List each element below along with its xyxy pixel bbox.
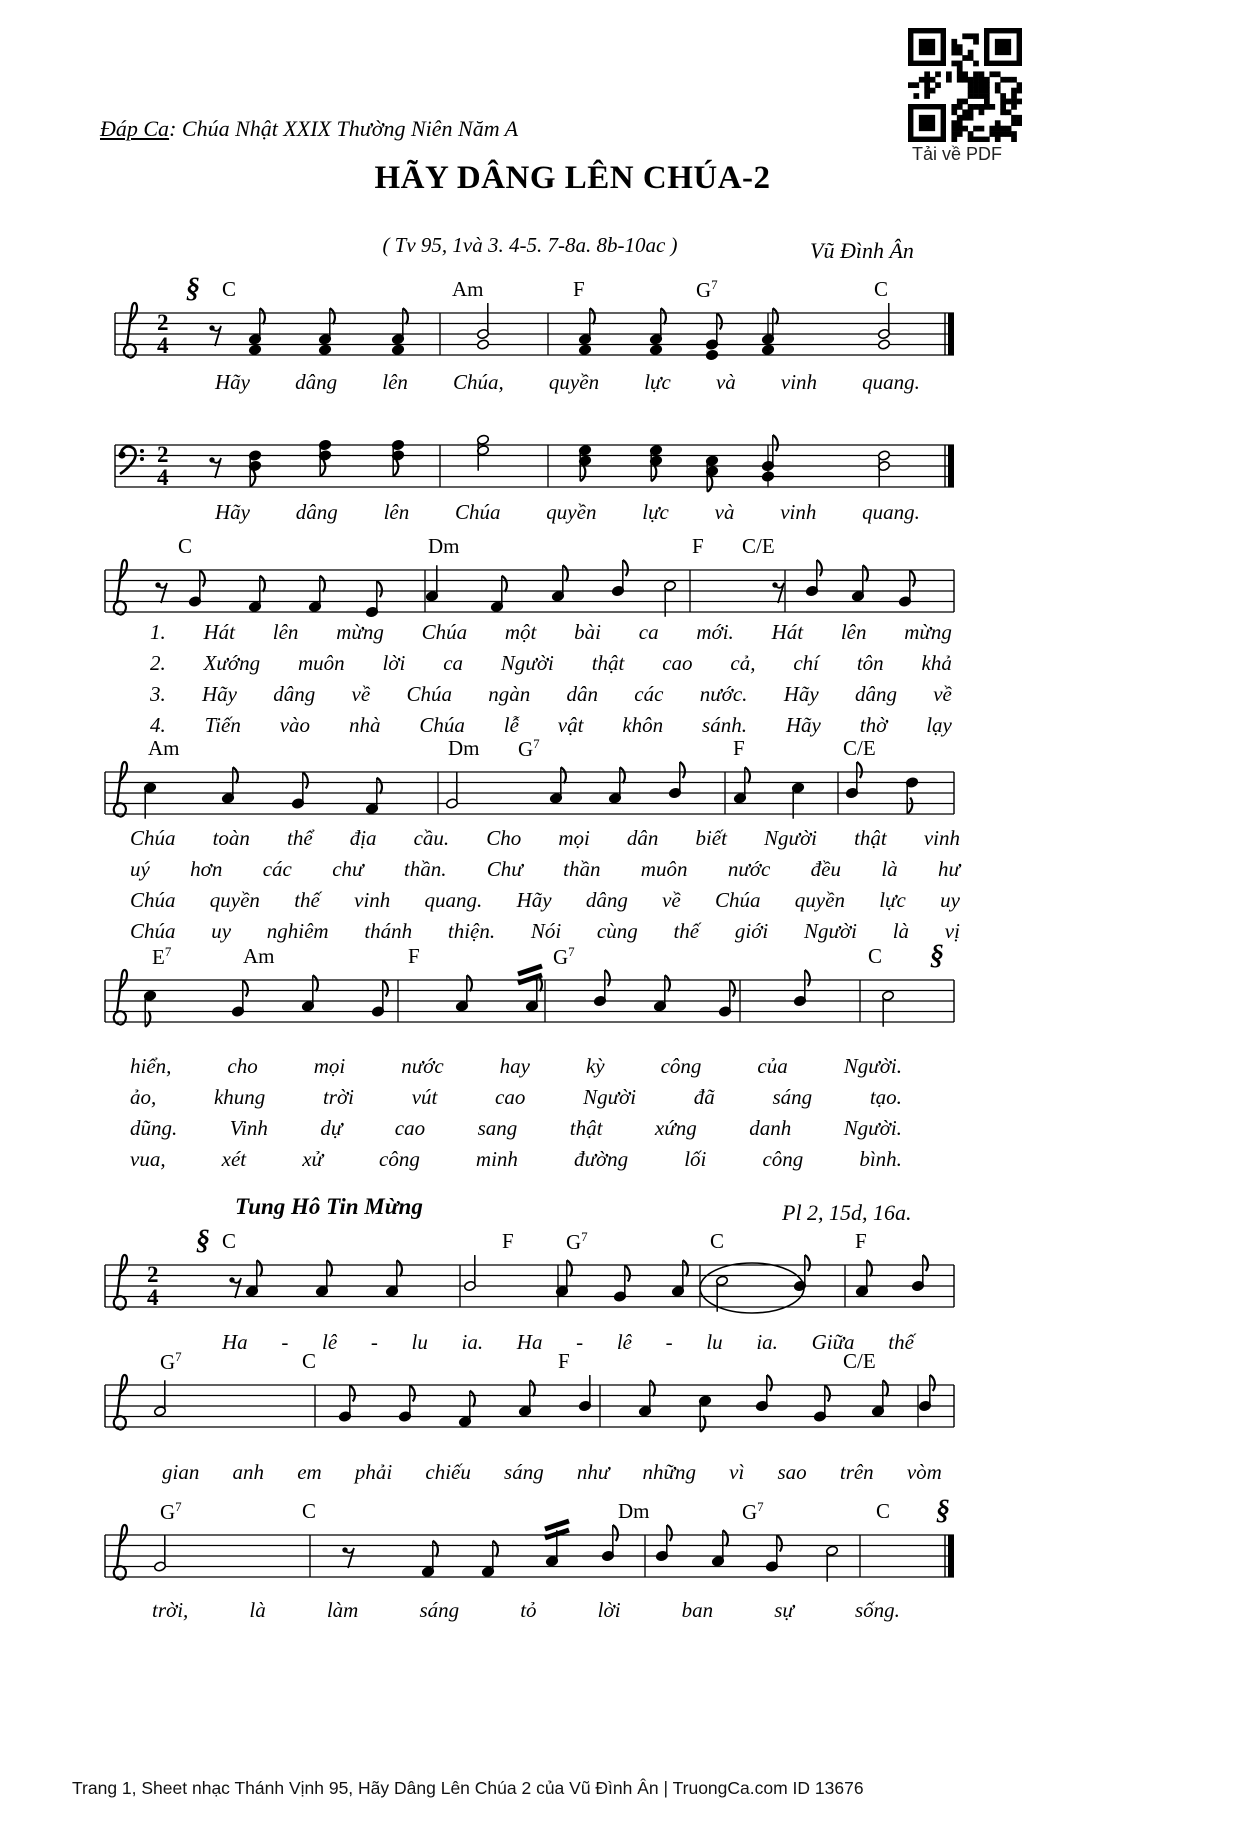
lyrics-line-stanzas-3 (150, 682, 952, 707)
lyric-syllable: nhà (348, 713, 381, 737)
lyric-syllable: ia. (461, 1330, 484, 1354)
chord-symbol: $G^7$ (566, 1229, 588, 1254)
lyric-syllable: Vinh (229, 1116, 268, 1140)
lyric-syllable: quyền (548, 370, 600, 394)
lyric-syllable: thánh (364, 919, 413, 943)
lyric-syllable: dâng (295, 500, 338, 524)
svg-text:2: 2 (147, 1262, 159, 1287)
lyric-syllable: lên (382, 370, 408, 394)
lyric-syllable: hiển, (130, 1054, 172, 1078)
lyric-syllable: sự (774, 1598, 794, 1622)
lyric-syllable: Chúa (130, 888, 176, 912)
lyric-syllable: lời (382, 651, 406, 675)
staff-system-stanzas-2 (105, 762, 954, 819)
lyric-syllable: khôn (622, 713, 664, 737)
treble-clef-icon (124, 303, 137, 358)
lyric-syllable: quyền (794, 888, 845, 912)
chord-symbol: Dm (618, 1499, 650, 1523)
lyric-syllable: Chúa, (453, 370, 504, 394)
song-title: HÃY DÂNG LÊN CHÚA-2 (374, 160, 771, 196)
chord-symbol: C (222, 1229, 237, 1253)
lyric-syllable: Người (500, 651, 554, 675)
lyrics-line-stanzas-2-1 (130, 826, 960, 851)
lyric-syllable: thờ (859, 713, 888, 737)
lyric-syllable: các (634, 682, 664, 706)
chord-symbol: F (692, 534, 704, 558)
lyric-syllable: vì (729, 1460, 745, 1484)
lyric-syllable: dâng (273, 682, 316, 706)
lyric-syllable: cầu. (413, 826, 450, 850)
lyric-syllable: thế (888, 1330, 914, 1354)
lyric-syllable: chư (332, 857, 364, 881)
liturgical-header (100, 116, 518, 142)
page-footer: Trang 1, Sheet nhạc Thánh Vịnh 95, Hãy Dâng Lên Chúa 2 của Vũ Đình Ân | TruongCa.com ID 13676 (72, 1778, 864, 1798)
lyric-syllable: tỏ (520, 1598, 537, 1622)
lyric-syllable: - (576, 1330, 584, 1354)
lyric-syllable: lên (383, 500, 410, 524)
lyric-syllable: và (714, 500, 735, 524)
lyric-syllable: Chúa (455, 500, 501, 524)
lyrics-line-stanzas-3-4 (130, 1147, 902, 1172)
lyric-syllable: Hát (203, 620, 236, 644)
lyric-syllable: minh (475, 1147, 518, 1171)
lyric-syllable: Nói (530, 919, 562, 943)
chord-symbol: Dm (428, 534, 460, 558)
lyric-syllable: vinh (923, 826, 960, 850)
lyric-syllable: thiện. (447, 919, 496, 943)
lyric-syllable: 2. (150, 651, 166, 675)
lyric-syllable: Tiến (204, 713, 241, 737)
lyrics-line-stanzas-2 (150, 651, 952, 676)
lyric-syllable: là (249, 1598, 266, 1622)
lyric-syllable: hư (938, 857, 960, 881)
lyric-syllable: 4. (150, 713, 166, 737)
lyric-syllable: ia. (756, 1330, 778, 1354)
lyric-syllable: như (576, 1460, 610, 1484)
chord-symbol: Am (452, 277, 484, 301)
lyric-syllable: dự (320, 1116, 343, 1140)
lyric-syllable: quyền (209, 888, 260, 912)
lyric-syllable: muôn (297, 651, 345, 675)
lyric-syllable: sáng (772, 1085, 813, 1109)
lyric-syllable: trên (839, 1460, 874, 1484)
lyrics-line-choir-treble-1 (215, 370, 920, 395)
lyric-syllable: thần. (403, 857, 447, 881)
lyric-syllable: xử (302, 1147, 323, 1171)
lyrics-line-stanzas-3-3 (130, 1116, 902, 1141)
lyric-syllable: Hát (771, 620, 804, 644)
staff-system-choir-bass (115, 434, 954, 491)
staff-system-choir-treble (115, 273, 954, 360)
lyrics-line-acclamation-2-1 (162, 1460, 942, 1485)
staff-system-acclamation-3 (105, 1495, 954, 1582)
lyric-syllable: vinh (780, 370, 818, 394)
lyrics-line-stanzas-4 (150, 713, 952, 738)
lyric-syllable: dâng (585, 888, 628, 912)
lyric-syllable: - (370, 1330, 378, 1354)
lyric-syllable: lên (272, 620, 299, 644)
lyric-syllable: sang (477, 1116, 518, 1140)
lyric-syllable: bình. (859, 1147, 902, 1171)
lyric-syllable: hơn (190, 857, 223, 881)
lyric-syllable: Hãy (202, 682, 238, 706)
lyric-syllable: Giữa (811, 1330, 855, 1354)
lyric-syllable: toàn (212, 826, 250, 850)
lyric-syllable: cùng (596, 919, 638, 943)
lyric-syllable: đều (810, 857, 841, 881)
lyric-syllable: tạo. (869, 1085, 902, 1109)
lyric-syllable: nghiêm (266, 919, 329, 943)
lyric-syllable: Hãy (215, 500, 250, 524)
lyric-syllable: Hãy (516, 888, 552, 912)
lyric-syllable: quyền (546, 500, 597, 524)
lyric-syllable: mừng (904, 620, 952, 644)
chord-symbol: F (573, 277, 585, 301)
lyric-syllable: tôn (856, 651, 884, 675)
lyric-syllable: cao (662, 651, 693, 675)
lyric-syllable: Chúa (130, 826, 176, 850)
staff-system-acclamation-2 (105, 1375, 954, 1432)
lyric-syllable: ngàn (488, 682, 531, 706)
lyric-syllable: ca (443, 651, 464, 675)
lyric-syllable: lễ (503, 713, 519, 737)
lyric-syllable: ban (681, 1598, 714, 1622)
lyric-syllable: công (660, 1054, 702, 1078)
lyric-syllable: mừng (336, 620, 384, 644)
lyric-syllable: và (715, 370, 736, 394)
svg-text:4: 4 (157, 465, 169, 490)
lyric-syllable: danh (749, 1116, 792, 1140)
lyric-syllable: quang. (424, 888, 483, 912)
chord-symbol: C/E (843, 1349, 876, 1373)
lyric-syllable: về (351, 682, 371, 706)
lyric-syllable: anh (232, 1460, 265, 1484)
chord-symbol: C (876, 1499, 891, 1523)
lyric-syllable: vòm (906, 1460, 942, 1484)
lyric-syllable: 3. (150, 682, 166, 706)
treble-clef-icon (114, 1375, 127, 1430)
lyric-syllable: của (757, 1054, 788, 1078)
chord-symbol: F (408, 944, 420, 968)
lyric-syllable: thật (854, 826, 887, 850)
lyric-syllable: em (297, 1460, 322, 1484)
lyric-syllable: vút (411, 1085, 438, 1109)
lyric-syllable: địa (349, 826, 377, 850)
chord-symbol: $G^7$ (696, 277, 718, 302)
lyric-syllable: ca (638, 620, 659, 644)
lyric-syllable: thần (563, 857, 601, 881)
psalm-reference: ( Tv 95, 1và 3. 4-5. 7-8a. 8b-10ac ) (382, 233, 678, 257)
chord-symbol: Dm (448, 736, 480, 760)
chord-symbol: $G^7$ (553, 944, 575, 969)
lyrics-line-stanzas-2-2 (130, 857, 960, 882)
chord-symbol: $G^7$ (518, 736, 540, 761)
lyric-syllable: Chúa (421, 620, 468, 644)
composer-name: Vũ Đình Ân (810, 238, 914, 263)
lyric-syllable: cao (394, 1116, 426, 1140)
lyrics-line-stanzas-1 (150, 620, 952, 645)
lyric-syllable: sao (777, 1460, 807, 1484)
pdf-download-link[interactable]: Tải về PDF (912, 144, 1003, 164)
lyric-syllable: nước. (699, 682, 748, 706)
lyric-syllable: hay (499, 1054, 530, 1078)
lyric-syllable: Cho (486, 826, 522, 850)
qr-code[interactable] (908, 28, 1022, 142)
lyric-syllable: xét (221, 1147, 247, 1171)
lyric-syllable: Xướng (203, 651, 261, 675)
lyrics-line-stanzas-3-2 (130, 1085, 902, 1110)
lyric-syllable: thật (591, 651, 625, 675)
chord-symbol: C/E (742, 534, 775, 558)
chord-symbol: F (855, 1229, 867, 1253)
chord-symbol: C (302, 1349, 317, 1373)
bass-clef-icon (118, 446, 144, 474)
lyric-syllable: cho (227, 1054, 258, 1078)
gospel-acclamation-heading: Tung Hô Tin Mừng (235, 1194, 423, 1219)
lyric-syllable: thể (286, 826, 313, 850)
lyric-syllable: lực (644, 370, 671, 394)
lyric-syllable: đường (573, 1147, 629, 1171)
chord-symbol: $G^7$ (742, 1499, 764, 1524)
lyric-syllable: làm (326, 1598, 359, 1622)
lyric-syllable: chí (793, 651, 819, 675)
chord-symbol: F (733, 736, 745, 760)
lyric-syllable: lực (879, 888, 906, 912)
chord-symbol: C/E (843, 736, 876, 760)
svg-text:4: 4 (147, 1285, 159, 1310)
lyric-syllable: Chúa (419, 713, 465, 737)
lyric-syllable: lạy (926, 713, 952, 737)
lyric-syllable: Chúa (406, 682, 452, 706)
chord-symbol: C (302, 1499, 317, 1523)
lyric-syllable: về (933, 682, 952, 706)
lyric-syllable: trời, (152, 1598, 189, 1622)
lyric-syllable: công (762, 1147, 804, 1171)
lyric-syllable: xứng (654, 1116, 697, 1140)
segno-icon: § (936, 1495, 950, 1526)
chord-symbol: C (710, 1229, 725, 1253)
lyric-syllable: vinh (780, 500, 817, 524)
lyric-syllable: Hãy (783, 682, 819, 706)
treble-clef-icon (114, 560, 127, 615)
svg-text:2: 2 (157, 442, 169, 467)
lyric-syllable: chiếu (425, 1460, 471, 1484)
chord-symbol: C (868, 944, 883, 968)
lyric-syllable: Người (803, 919, 857, 943)
lyric-syllable: dâng (295, 370, 338, 394)
chord-symbol: Am (243, 944, 275, 968)
treble-clef-icon (114, 1255, 127, 1310)
lyric-syllable: ảo, (130, 1085, 157, 1109)
lyric-syllable: nước (401, 1054, 444, 1078)
lyric-syllable: - (665, 1330, 673, 1354)
lyric-syllable: muôn (640, 857, 688, 881)
lyric-syllable: phải (354, 1460, 393, 1484)
lyric-syllable: thật (569, 1116, 603, 1140)
lyric-syllable: vua, (130, 1147, 166, 1171)
gospel-acclamation-reference: Pl 2, 15d, 16a. (782, 1200, 912, 1225)
lyric-syllable: uy (940, 888, 960, 912)
svg-text:2: 2 (157, 310, 169, 335)
lyric-syllable: vào (279, 713, 311, 737)
lyric-syllable: - (281, 1330, 289, 1354)
lyric-syllable: sống. (854, 1598, 900, 1622)
lyric-syllable: uy (211, 919, 232, 943)
lyric-syllable: Hãy (215, 370, 250, 394)
lyric-syllable: cả, (730, 651, 756, 675)
treble-clef-icon (114, 762, 127, 817)
lyric-syllable: khung (213, 1085, 266, 1109)
lyrics-line-stanzas-2-4 (130, 919, 960, 944)
lyric-syllable: giới (734, 919, 769, 943)
segno-icon: § (930, 940, 944, 971)
lyric-syllable: sáng (504, 1460, 544, 1484)
lyric-syllable: biết (695, 826, 727, 850)
chord-symbol: $E^7$ (152, 944, 172, 969)
lyric-syllable: là (892, 919, 910, 943)
lyric-syllable: lê (322, 1330, 338, 1354)
lyrics-line-choir-bass-1 (215, 500, 920, 525)
chord-symbol: C (874, 277, 889, 301)
header-label: Đáp Ca (100, 116, 170, 141)
lyric-syllable: Chúa (715, 888, 761, 912)
lyric-syllable: Hãy (785, 713, 821, 737)
lyric-syllable: một (504, 620, 537, 644)
lyric-syllable: Chư (486, 857, 523, 881)
lyric-syllable: Ha (516, 1330, 543, 1354)
lyric-syllable: Người (583, 1085, 637, 1109)
lyric-syllable: kỳ (585, 1054, 605, 1078)
lyric-syllable: bài (574, 620, 601, 644)
segno-icon: § (196, 1225, 210, 1256)
lyrics-line-stanzas-2-3 (130, 888, 960, 913)
header-rest: : Chúa Nhật XXIX Thường Niên Năm A (169, 116, 519, 141)
lyric-syllable: những (642, 1460, 696, 1484)
lyric-syllable: lê (616, 1330, 632, 1354)
lyric-syllable: đã (693, 1085, 715, 1109)
chord-symbol: C (178, 534, 193, 558)
lyric-syllable: Ha (222, 1330, 248, 1354)
lyric-syllable: quang. (862, 500, 920, 524)
lyric-syllable: lu (706, 1330, 723, 1354)
lyric-syllable: dân (566, 682, 599, 706)
lyric-syllable: vị (944, 919, 960, 943)
lyric-syllable: mọi (313, 1054, 346, 1078)
svg-text:4: 4 (157, 333, 169, 358)
lyric-syllable: nước (727, 857, 771, 881)
lyric-syllable: dũng. (130, 1116, 178, 1140)
lyric-syllable: vinh (354, 888, 391, 912)
lyric-syllable: lối (684, 1147, 707, 1171)
lyric-syllable: sáng (419, 1598, 460, 1622)
lyric-syllable: quang. (862, 370, 920, 394)
lyric-syllable: vật (557, 713, 584, 737)
staff-system-stanzas (105, 560, 954, 618)
chord-symbol: C (222, 277, 237, 301)
lyric-syllable: Người. (843, 1054, 902, 1078)
lyric-syllable: lên (840, 620, 867, 644)
lyric-syllable: cao (495, 1085, 526, 1109)
lyric-syllable: về (662, 888, 681, 912)
lyric-syllable: Người (764, 826, 818, 850)
lyric-syllable: công (379, 1147, 420, 1171)
lyric-syllable: lu (411, 1330, 428, 1354)
lyrics-line-acclamation-3-1 (152, 1598, 900, 1623)
lyric-syllable: lời (597, 1598, 621, 1622)
chord-symbol: $G^7$ (160, 1349, 182, 1374)
lyric-syllable: Chúa (130, 919, 176, 943)
chord-symbol: F (558, 1349, 570, 1373)
lyric-syllable: dân (626, 826, 659, 850)
lyric-syllable: dâng (854, 682, 897, 706)
lyric-syllable: trời (322, 1085, 355, 1109)
lyric-syllable: Người. (843, 1116, 902, 1140)
chord-symbol: Am (148, 736, 180, 760)
lyric-syllable: là (881, 857, 898, 881)
lyric-syllable: mới. (696, 620, 734, 644)
lyric-syllable: sánh. (702, 713, 747, 737)
lyric-syllable: các (262, 857, 292, 881)
lyric-syllable: mọi (558, 826, 590, 850)
segno-icon: § (186, 273, 200, 304)
lyric-syllable: uý (130, 857, 150, 881)
lyric-syllable: gian (162, 1460, 200, 1484)
chord-symbol: $G^7$ (160, 1499, 182, 1524)
treble-clef-icon (114, 1525, 127, 1580)
lyric-syllable: 1. (150, 620, 166, 644)
staff-system-stanzas-3 (105, 940, 954, 1027)
chord-symbol: F (502, 1229, 514, 1253)
lyrics-line-stanzas-3-1 (130, 1054, 902, 1079)
lyric-syllable: lực (642, 500, 669, 524)
lyric-syllable: thế (294, 888, 320, 912)
treble-clef-icon (114, 970, 127, 1025)
lyric-syllable: thế (673, 919, 700, 943)
lyric-syllable: khả (921, 651, 952, 675)
